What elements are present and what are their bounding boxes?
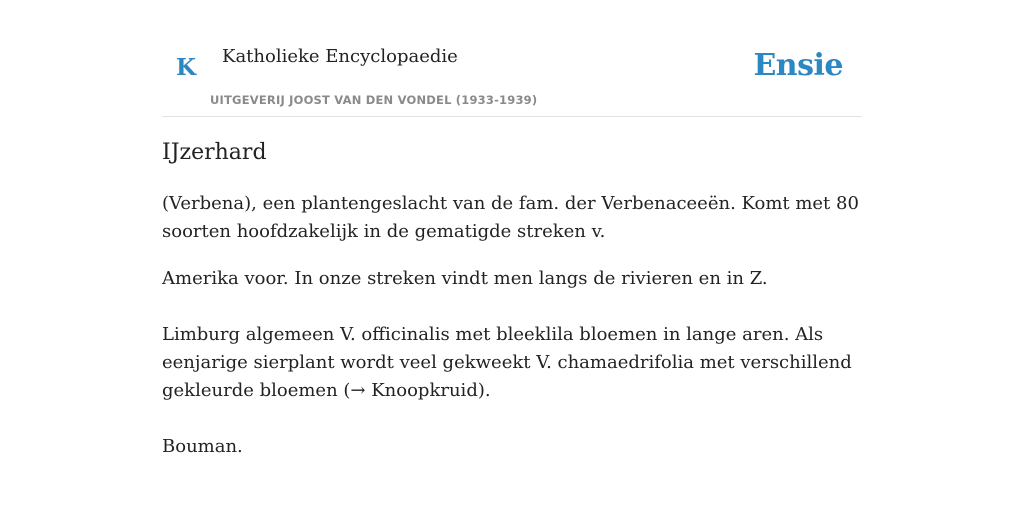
article-paragraph: Limburg algemeen V. officinalis met bleeklila bloemen in lange aren. Als eenjarige sierplant wordt veel gekweekt V. chamaedrifolia met verschillend gekleurde bloemen (→ Knoopkruid).: [162, 323, 852, 401]
article-paragraph: (Verbena), een plantengeslacht van de fam. der Verbenaceeën. Komt met 80 soorten hoofdzakelijk in de gematigde streken v.: [162, 192, 859, 242]
site-title-link[interactable]: Katholieke Encyclopaedie: [222, 46, 458, 67]
article: [162, 139, 862, 461]
site-header: [162, 0, 862, 117]
article-title: IJzerhard: [162, 140, 267, 165]
article-author: Bouman.: [162, 435, 243, 457]
article-paragraph: Amerika voor. In onze streken vindt men langs de rivieren en in Z.: [162, 267, 768, 289]
site-logo-icon[interactable]: K: [176, 54, 196, 81]
ensie-brand-logo[interactable]: Ensie: [753, 48, 843, 83]
publisher-label: UITGEVERIJ JOOST VAN DEN VONDEL (1933-1939): [210, 93, 538, 107]
